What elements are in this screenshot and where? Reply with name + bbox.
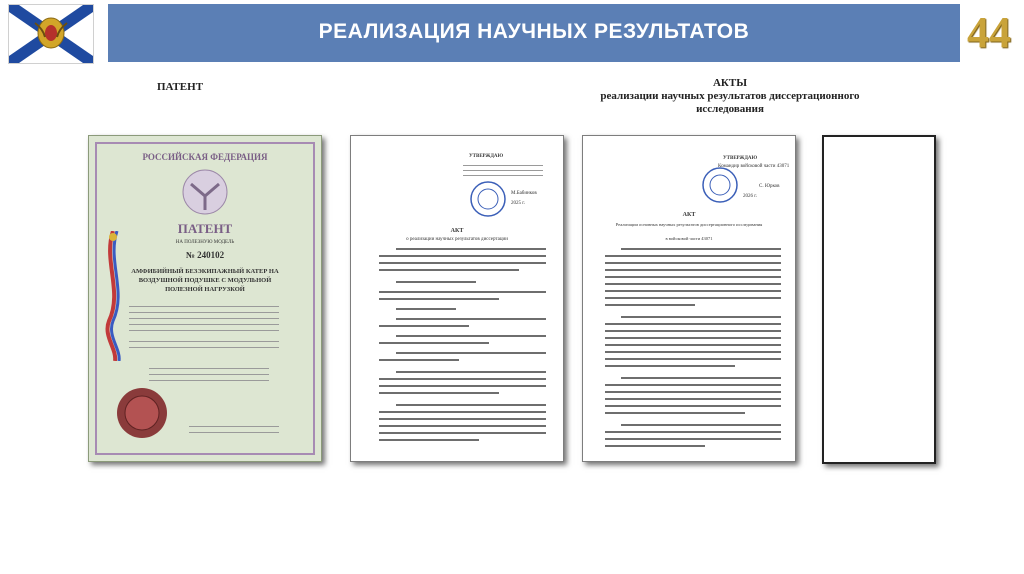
- patent-document: [88, 135, 322, 462]
- acts-label-line1: АКТЫ: [712, 77, 748, 89]
- patent-name-line3: ПОЛЕЗНОЙ НАГРУЗКОЙ: [165, 286, 245, 293]
- slide-number: 44: [967, 8, 1011, 57]
- patent-name-line1: АМФИБИЙНЫЙ БЕЗЭКИПАЖНЫЙ КАТЕР НА: [131, 268, 279, 275]
- act1-approve: УТВЕРЖДАЮ: [469, 154, 504, 159]
- patent-title: ПАТЕНТ: [177, 221, 233, 236]
- act-document-1: [350, 135, 564, 462]
- page-title: РЕАЛИЗАЦИЯ НАУЧНЫХ РЕЗУЛЬТАТОВ: [318, 20, 750, 43]
- acts-label-line3: исследования: [696, 103, 764, 115]
- navy-flag-emblem: [8, 4, 94, 64]
- act2-unit: Командир войсковой части 43071: [718, 164, 790, 169]
- patent-name-line2: ВОЗДУШНОЙ ПОДУШКЕ С МОДУЛЬНОЙ: [138, 277, 272, 284]
- act2-unit2: в войсковой части 43071: [665, 236, 713, 241]
- patent-number: № 240102: [185, 250, 225, 260]
- blank-document: [822, 135, 936, 464]
- patent-utility: НА ПОЛЕЗНУЮ МОДЕЛЬ: [175, 240, 235, 245]
- act1-year: 2025 г.: [511, 201, 525, 206]
- patent-label: ПАТЕНТ: [156, 81, 204, 93]
- acts-label-line2: реализации научных результатов диссертационного: [600, 90, 860, 102]
- patent-country: РОССИЙСКАЯ ФЕДЕРАЦИЯ: [142, 152, 268, 162]
- act1-stamp-icon: [469, 180, 507, 218]
- act1-signer: М.Бабинков: [511, 191, 537, 196]
- patent-seal-icon: [115, 386, 169, 440]
- title-banner: [108, 4, 960, 62]
- act1-subtitle: о реализации научных результатов диссертации: [406, 237, 508, 242]
- st-andrew-flag-icon: [9, 5, 93, 63]
- act2-year: 2026 г.: [743, 194, 757, 199]
- header-bar: [0, 0, 1024, 70]
- russian-eagle-emblem-icon: [179, 166, 231, 216]
- act2-title: АКТ: [682, 212, 696, 218]
- patent-ribbon-icon: [99, 231, 129, 361]
- acts-label: [540, 77, 920, 116]
- act2-subtitle: Реализации основных научных результатов диссертационного исследования: [615, 222, 763, 227]
- act2-stamp-icon: [701, 166, 739, 204]
- act2-signer: С. Юрков: [759, 184, 780, 189]
- act2-approve: УТВЕРЖДАЮ: [723, 156, 758, 161]
- act-document-2: [582, 135, 796, 462]
- act1-title: АКТ: [450, 228, 464, 234]
